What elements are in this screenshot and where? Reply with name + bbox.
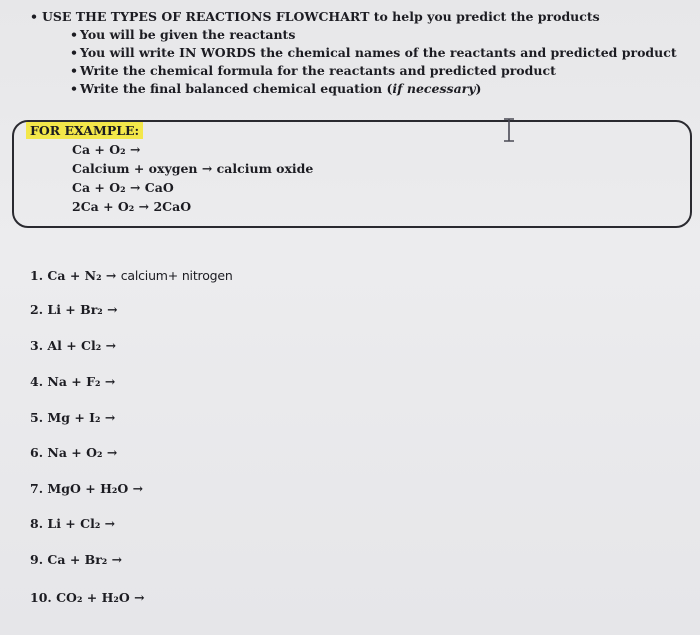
example-title: FOR EXAMPLE: <box>26 122 143 139</box>
example-box <box>12 120 692 228</box>
text-cursor-icon <box>503 118 515 142</box>
instruction-item-text <box>80 80 481 98</box>
problem-item[interactable] <box>30 516 115 531</box>
problem-answer: calcium+ nitrogen <box>120 268 233 283</box>
bullet-icon: • <box>30 9 38 24</box>
instruction-item <box>70 62 690 80</box>
problem-equation: Li + Cl₂ → <box>47 516 116 531</box>
example-line: 2Ca + O₂ → 2CaO <box>72 199 192 214</box>
problem-item[interactable] <box>30 445 117 460</box>
problem-item[interactable] <box>30 374 115 389</box>
problem-item[interactable] <box>30 268 233 283</box>
instructions <box>30 8 690 98</box>
problem-number: 2. <box>30 302 44 317</box>
problem-equation: Ca + N₂ → <box>47 268 117 283</box>
example-lines <box>72 140 313 216</box>
problem-number: 9. <box>30 552 44 567</box>
problem-number: 4. <box>30 374 44 389</box>
instruction-item-text: Write the chemical formula for the reactants and predicted product <box>80 63 556 78</box>
instruction-item-4-close: ) <box>475 81 482 96</box>
bullet-icon: • <box>70 81 78 96</box>
problem-item[interactable] <box>30 481 143 496</box>
problem-item[interactable] <box>30 590 145 605</box>
problem-item[interactable] <box>30 338 116 353</box>
problem-item[interactable] <box>30 410 115 425</box>
problem-equation: CO₂ + H₂O → <box>56 590 145 605</box>
instruction-item-text: You will write IN WORDS the chemical names of the reactants and predicted product <box>80 45 677 60</box>
instruction-item <box>70 44 690 62</box>
example-line: Ca + O₂ → CaO <box>72 180 174 195</box>
instruction-item <box>70 80 690 98</box>
problem-number: 10. <box>30 590 52 605</box>
bullet-icon: • <box>70 27 78 42</box>
problem-equation: Na + O₂ → <box>47 445 118 460</box>
bullet-icon: • <box>70 63 78 78</box>
problem-equation: Ca + Br₂ → <box>47 552 123 567</box>
problem-number: 6. <box>30 445 44 460</box>
bullet-icon: • <box>70 45 78 60</box>
instruction-main-text: USE THE TYPES OF REACTIONS FLOWCHART to help you predict the products <box>42 9 600 24</box>
problem-equation: Mg + I₂ → <box>47 410 116 425</box>
instruction-main <box>30 8 690 26</box>
problem-equation: Na + F₂ → <box>47 374 116 389</box>
problem-equation: Li + Br₂ → <box>47 302 118 317</box>
example-line: Ca + O₂ → <box>72 142 141 157</box>
problem-number: 8. <box>30 516 44 531</box>
example-line: Calcium + oxygen → calcium oxide <box>72 161 314 176</box>
instruction-item-4-plain: Write the final balanced chemical equation ( <box>80 81 393 96</box>
instruction-item <box>70 26 690 44</box>
problem-item[interactable] <box>30 552 122 567</box>
problem-number: 3. <box>30 338 44 353</box>
problem-equation: MgO + H₂O → <box>47 481 144 496</box>
problem-item[interactable] <box>30 302 118 317</box>
problem-number: 1. <box>30 268 44 283</box>
problem-equation: Al + Cl₂ → <box>47 338 117 353</box>
instruction-item-4-italic: if necessary <box>392 81 476 96</box>
instruction-sublist <box>70 26 690 98</box>
problem-number: 7. <box>30 481 44 496</box>
problem-number: 5. <box>30 410 44 425</box>
instruction-item-text: You will be given the reactants <box>80 27 296 42</box>
